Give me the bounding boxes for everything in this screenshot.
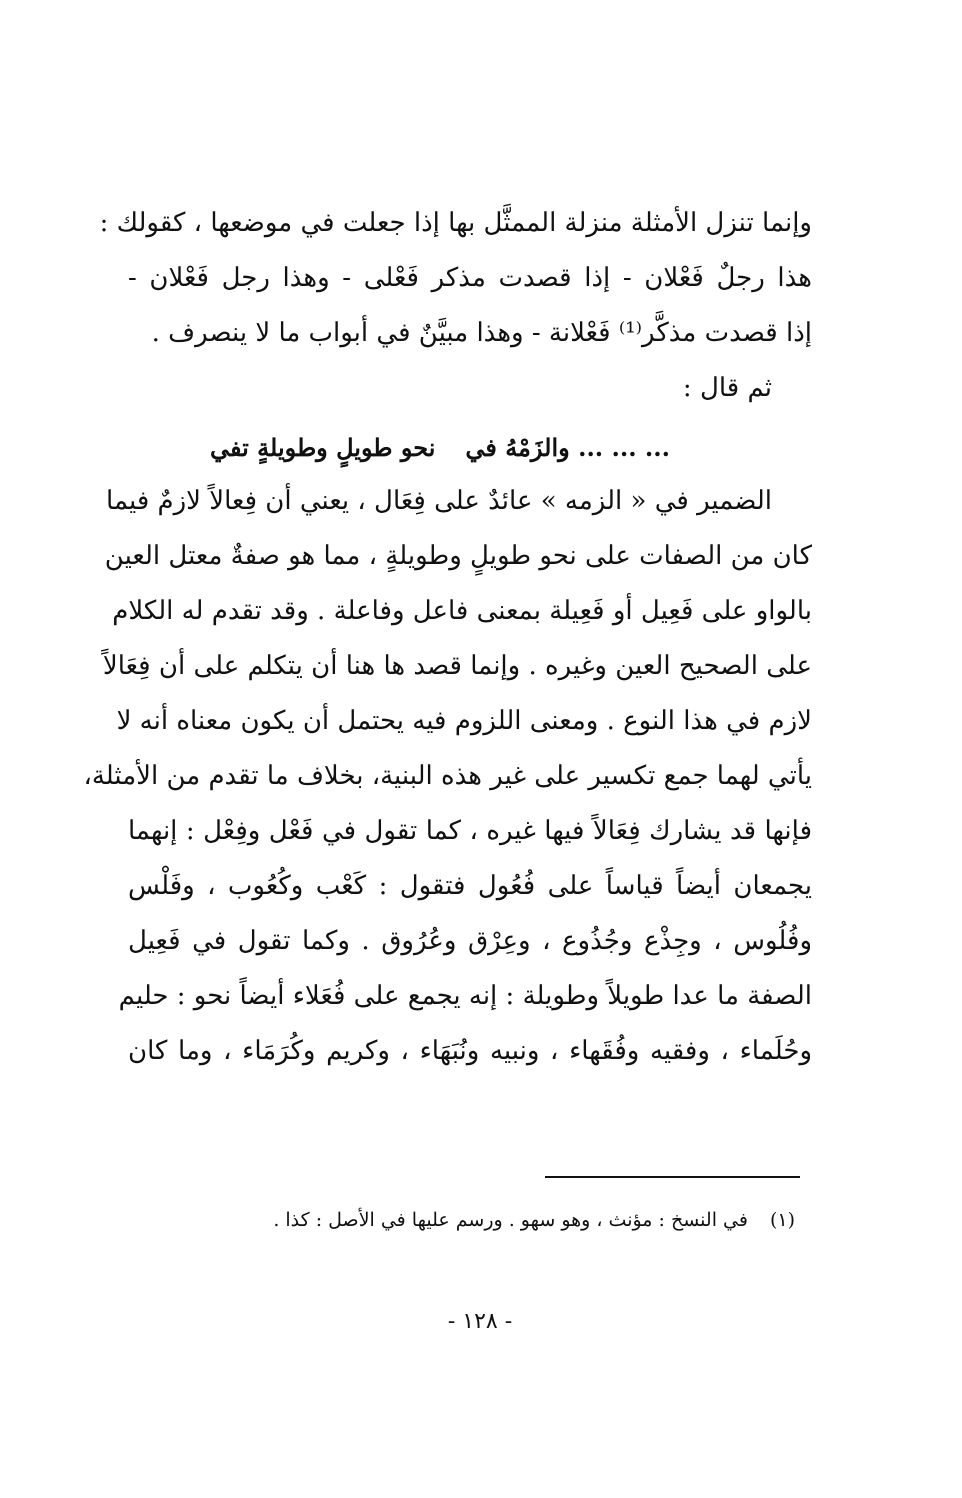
text-line: لازم في هذا النوع . ومعنى اللزوم فيه يحتمل أن يكون معناه أنه لا xyxy=(116,706,812,736)
text-line: وحُلَماء ، وفقيه وفُقَهاء ، ونبيه ونُبَهَاء ، وكريم وكُرَمَاء ، وما كان xyxy=(128,1036,812,1066)
text-line: على الصحيح العين وغيره . وإنما قصد ها هنا أن يتكلم على أن فِعَالاً xyxy=(102,651,812,681)
page-number: - ١٢٨ - xyxy=(447,1309,513,1334)
paragraph-2 xyxy=(83,474,812,1079)
text-line: بالواو على فَعِيل أو فَعِيلة بمعنى فاعل وفاعلة . وقد تقدم له الكلام xyxy=(112,596,812,626)
text-line: هذا رجلٌ فَعْلان - إذا قصدت مذكر فَعْلى - وهذا رجل فَعْلان - xyxy=(128,263,812,293)
verse-hemistich-right: ... ... ... والزَمْهُ في xyxy=(465,433,670,462)
text-line: يجمعان أيضاً قياساً على فُعُول فتقول : كَعْب وكُعُوب ، وفَلْس xyxy=(128,871,812,901)
text-line: إذا قصدت مذكَّر⁽¹⁾ فَعْلانة - وهذا مبيَّنٌ في أبواب ما لا ينصرف . xyxy=(151,318,812,348)
text-line: يأتي لهما جمع تكسير على غير هذه البنية، بخلاف ما تقدم من الأمثلة، xyxy=(83,761,812,791)
poem-verse xyxy=(210,420,670,475)
verse-hemistich-left: نحو طويلٍ وطويلةٍ تفي xyxy=(210,433,436,462)
text-line: الضمير في « الزمه » عائدٌ على فِعَال ، يعني أن فِعالاً لازمٌ فيما xyxy=(106,486,772,516)
text-line: وإنما تنزل الأمثلة منزلة الممثَّل بها إذا جعلت في موضعها ، كقولك : xyxy=(99,208,812,238)
footnote-marker: (١) xyxy=(769,1209,795,1231)
footnote-text: في النسخ : مؤنث ، وهو سهو . ورسم عليها في الأصل : كذا . xyxy=(273,1209,748,1231)
section-intro: ثم قال : xyxy=(682,373,772,403)
footnote xyxy=(240,1200,795,1240)
paragraph-1 xyxy=(99,196,812,416)
footnote-divider xyxy=(545,1176,800,1178)
text-line: وفُلُوس ، وجِذْع وجُذُوع ، وعِرْق وعُرُوق . وكما تقول في فَعِيل xyxy=(128,926,812,956)
text-line: فإنها قد يشارك فِعَالاً فيها غيره ، كما تقول في فَعْل وفِعْل : إنهما xyxy=(128,816,812,846)
text-line: الصفة ما عدا طويلاً وطويلة : إنه يجمع على فُعَلاء أيضاً نحو : حليم xyxy=(118,981,812,1011)
text-line: كان من الصفات على نحو طويلٍ وطويلةٍ ، مما هو صفةٌ معتل العين xyxy=(104,541,812,571)
